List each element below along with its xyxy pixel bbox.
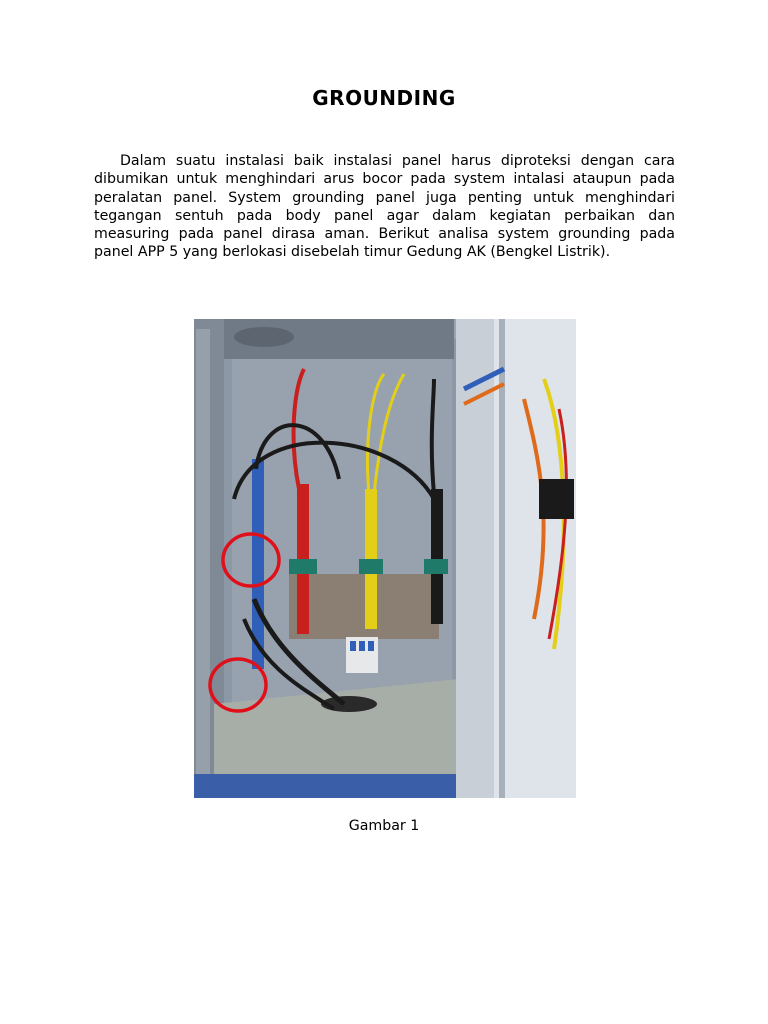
panel-photo — [194, 319, 576, 798]
document-title: GROUNDING — [312, 86, 456, 110]
figure-caption: Gambar 1 — [348, 818, 420, 834]
body-paragraph: Dalam suatu instalasi baik instalasi panel harus diproteksi dengan cara dibumikan untuk menghindari arus bocor pada system intalasi ataupun pada peralatan panel. System grounding panel juga penting untuk menghindari tegangan sentuh pada body panel agar dalam kegiatan perbaikan dan measuring pada panel dirasa aman. Berikut analisa system grounding pada panel APP 5 yang berlokasi disebelah timur Gedung AK (Bengkel Listrik). — [94, 153, 675, 261]
